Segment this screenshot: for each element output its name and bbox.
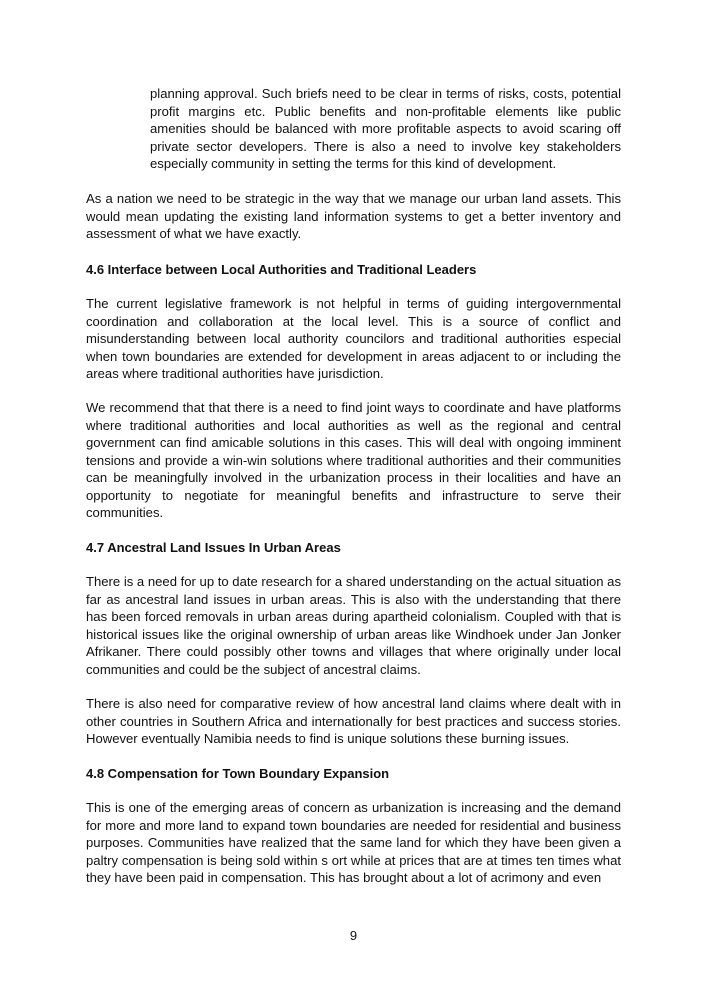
section-heading-4-8: 4.8 Compensation for Town Boundary Expansion — [86, 766, 390, 781]
paragraph-4-6-recommendation: We recommend that that there is a need to find joint ways to coordinate and have platforms where traditional authorities and local authorities as well as the regional and central government can find amicable solutions in this cases. This will deal with ongoing imminent tensions and provide a win-win solutions where traditional authorities and their communities can be meaningfully involved in the urbanization process in their localities and have an opportunity to negotiate for meaningful benefits and infrastructure to serve their communities. — [86, 400, 621, 521]
paragraph-4-8-compensation: This is one of the emerging areas of concern as urbanization is increasing and the demand for more and more land to expand town boundaries are needed for residential and business purposes. Communities have realized that the same land for which they have been given a paltry compensation is being sold within s ort while at prices that are at times ten times what they have been paid in compensation. This has brought about a lot of acrimony and even — [86, 800, 621, 886]
page-number: 9 — [349, 928, 358, 943]
section-heading-4-6: 4.6 Interface between Local Authorities and Traditional Leaders — [86, 262, 477, 277]
paragraph-4-6-framework: The current legislative framework is not helpful in terms of guiding intergovernmental coordination and collaboration at the local level. This is a source of conflict and misunderstanding between local authority councilors and traditional authorities especial when town boundaries are extended for development in areas adjacent to or including the areas where traditional authorities have jurisdiction. — [86, 296, 621, 382]
paragraph-4-7-comparative-review: There is also need for comparative review of how ancestral land claims where dealt with in other countries in Southern Africa and internationally for best practices and success stories. However eventually Namibia needs to find is unique solutions these burning issues. — [86, 696, 621, 747]
paragraph-intro-indented: planning approval. Such briefs need to be clear in terms of risks, costs, potential profit margins etc. Public benefits and non-profitable elements like public amenities should be balanced with more profitable aspects to avoid scaring off private sector developers. There is also a need to involve key stakeholders especially community in setting the terms for this kind of development. — [150, 86, 621, 172]
paragraph-nation-strategic: As a nation we need to be strategic in the way that we manage our urban land assets. This would mean updating the existing land information systems to get a better inventory and assessment of what we have exactly. — [86, 191, 621, 242]
section-heading-4-7: 4.7 Ancestral Land Issues In Urban Areas — [86, 540, 341, 555]
paragraph-4-7-research: There is a need for up to date research for a shared understanding on the actual situation as far as ancestral land issues in urban areas. This is also with the understanding that there has been forced removals in urban areas during apartheid colonialism. Coupled with that is historical issues like the original ownership of urban areas like Windhoek under Jan Jonker Afrikaner. There could possibly other towns and villages that where originally under local communities and could be the subject of ancestral claims. — [86, 574, 622, 677]
